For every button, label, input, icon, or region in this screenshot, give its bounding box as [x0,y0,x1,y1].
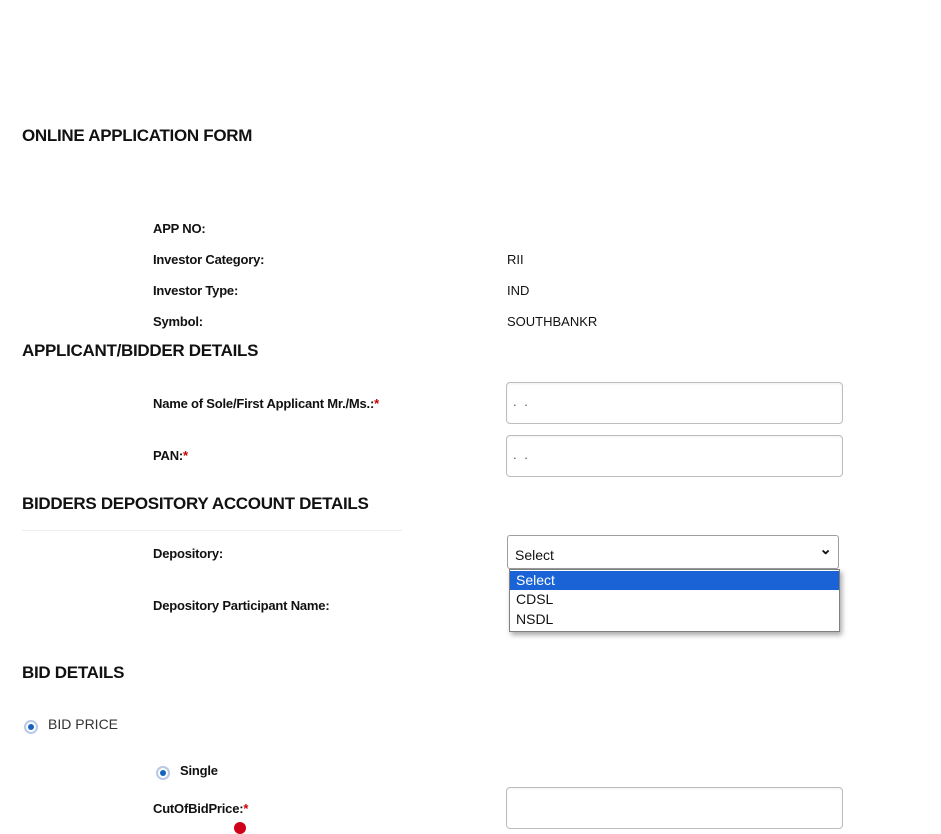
bid-price-label: BID PRICE [48,716,119,732]
dropdown-option-cdsl[interactable]: CDSL [516,591,554,607]
app-no-label: APP NO: [153,221,206,236]
chevron-down-icon: ⌄ [819,541,832,558]
bid-price-radio[interactable] [24,720,38,734]
required-asterisk: * [183,448,188,463]
cutoff-bid-price-input[interactable] [506,787,843,829]
pan-masked-value: . . [513,447,530,462]
investor-type-value: IND [507,283,530,298]
cutoff-bid-price-label [153,801,248,816]
depository-label: Depository: [153,546,224,561]
depository-select[interactable] [507,535,839,569]
applicant-name-input[interactable] [506,382,843,424]
app-no-value [507,221,649,229]
error-indicator-icon [234,822,246,834]
investor-type-label: Investor Type: [153,283,239,298]
pan-label [153,448,188,463]
pan-label-text: PAN: [153,448,184,463]
bid-section-heading: BID DETAILS [22,663,125,682]
symbol-value: SOUTHBANKR [507,314,598,329]
applicant-section-heading: APPLICANT/BIDDER DETAILS [22,341,259,360]
dropdown-option-select[interactable]: Select [510,571,839,590]
investor-category-label: Investor Category: [153,252,265,267]
pan-input[interactable] [506,435,843,477]
applicant-name-masked-value: . . [513,394,530,409]
investor-category-value: RII [507,252,524,267]
applicant-name-label [153,396,379,411]
required-asterisk: * [374,396,379,411]
dropdown-option-nsdl[interactable]: NSDL [516,611,554,627]
single-radio[interactable] [156,766,170,780]
single-label: Single [180,763,218,778]
applicant-name-label-text: Name of Sole/First Applicant Mr./Ms.: [153,396,375,411]
section-divider [22,530,402,531]
depository-dropdown-list [509,569,840,632]
depository-section-heading: BIDDERS DEPOSITORY ACCOUNT DETAILS [22,494,369,513]
depository-selected-value: Select [515,547,554,563]
required-asterisk: * [243,801,249,816]
page-title: ONLINE APPLICATION FORM [22,126,253,145]
depository-participant-label: Depository Participant Name: [153,598,330,613]
cutoff-bid-price-label-text: CutOfBidPrice: [153,801,244,816]
symbol-label: Symbol: [153,314,203,329]
